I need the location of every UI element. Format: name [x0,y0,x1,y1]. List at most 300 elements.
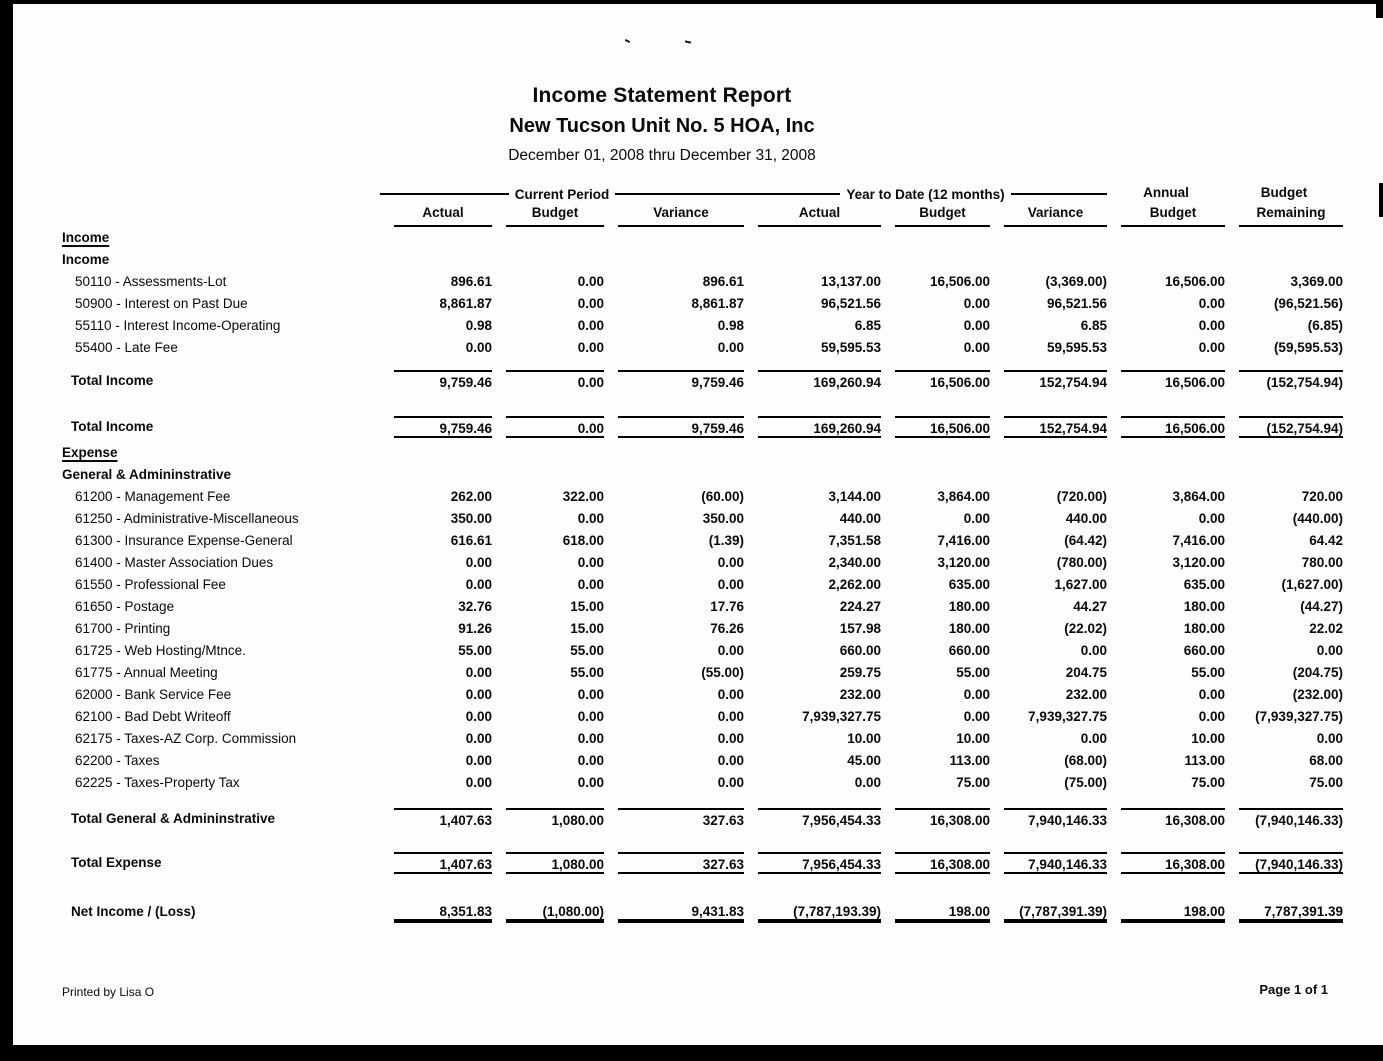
value-cell: 64.42 [1309,533,1343,548]
value-cell [895,227,990,249]
value-cell: (7,940,146.33) [1239,852,1343,874]
value-cell: (55.00) [701,665,744,680]
table-row [62,706,1343,728]
value-cell: 7,940,146.33 [1004,852,1107,874]
value-cell: 68.00 [1309,753,1343,768]
value-cell: 350.00 [702,511,744,526]
table-row [62,293,1343,315]
value-cell: 327.63 [618,852,744,874]
value-cell: 635.00 [1183,577,1225,592]
value-cell: 0.00 [963,340,990,355]
column-header-cp-actual: Actual [394,203,492,227]
row-label: 50900 - Interest on Past Due [75,296,248,311]
value-cell: 262.00 [450,489,492,504]
value-cell: 0.00 [1198,340,1225,355]
table-row [62,530,1343,552]
column-header-budget-remaining-line2: Remaining [1239,203,1343,227]
value-cell: 350.00 [450,511,492,526]
value-cell: 180.00 [948,599,990,614]
value-cell: 10.00 [956,731,990,746]
value-cell: 9,431.83 [618,901,744,923]
report-table [62,183,1343,923]
table-body [62,227,1343,923]
value-cell: 0.00 [465,709,492,724]
column-header-ytd-budget: Budget [895,203,990,227]
value-cell: 1,407.63 [394,852,492,874]
value-cell: (152,754.94) [1239,370,1343,392]
table-row [62,750,1343,772]
value-cell: 59,595.53 [1046,340,1107,355]
value-cell: 16,308.00 [895,852,990,874]
value-cell: 0.00 [963,687,990,702]
value-cell: 6.85 [854,318,881,333]
value-cell: 3,369.00 [1290,274,1343,289]
value-cell: 232.00 [1065,687,1107,702]
value-cell: 16,506.00 [895,370,990,392]
value-cell: 0.00 [1316,643,1343,658]
value-cell: 16,308.00 [895,808,990,830]
value-cell [1004,227,1107,249]
value-cell: 232.00 [839,687,881,702]
value-cell: 660.00 [1183,643,1225,658]
value-cell: 76.26 [710,621,744,636]
value-cell: 3,120.00 [1172,555,1225,570]
table-row [62,852,1343,874]
value-cell: 169,260.94 [758,416,881,438]
value-cell [895,464,990,486]
value-cell: 896.61 [450,274,492,289]
value-cell [1121,442,1225,464]
value-cell: 96,521.56 [1046,296,1107,311]
value-cell: 152,754.94 [1004,416,1107,438]
value-cell: 224.27 [839,599,881,614]
value-cell [394,464,492,486]
row-label: 61725 - Web Hosting/Mtnce. [75,643,246,658]
table-header [62,183,1343,227]
value-cell [618,464,744,486]
value-cell: 660.00 [839,643,881,658]
value-cell [1239,227,1343,249]
value-cell: 0.00 [717,731,744,746]
column-header-annual-budget-line1: Annual [1143,185,1189,200]
value-cell: 9,759.46 [394,416,492,438]
row-label: 61250 - Administrative-Miscellaneous [75,511,299,526]
row-label: 61400 - Master Association Dues [75,555,274,570]
value-cell: 8,351.83 [394,901,492,923]
report-page [13,4,1383,1045]
value-cell: 75.00 [1309,775,1343,790]
value-cell: 0.00 [854,775,881,790]
value-cell: 322.00 [562,489,604,504]
value-cell [1121,464,1225,486]
value-cell: 152,754.94 [1004,370,1107,392]
value-cell: 7,351.58 [828,533,881,548]
value-cell: 113.00 [1184,753,1225,768]
value-cell: 0.00 [465,665,492,680]
header-rule [744,193,840,195]
row-label: Total General & Admininstrative [71,811,276,826]
value-cell: 8,861.87 [439,296,492,311]
value-cell: 198.00 [895,901,990,923]
value-cell: 3,864.00 [1172,489,1225,504]
value-cell [758,227,881,249]
value-cell [618,227,744,249]
value-cell: 327.63 [618,808,744,830]
value-cell: 3,144.00 [828,489,881,504]
value-cell [394,442,492,464]
value-cell: 616.61 [450,533,492,548]
value-cell: 0.00 [1316,731,1343,746]
value-cell: 0.00 [717,709,744,724]
value-cell: 7,416.00 [1172,533,1225,548]
table-row [62,337,1343,359]
value-cell: 59,595.53 [820,340,881,355]
column-header-cp-budget: Budget [506,203,604,227]
value-cell: 0.00 [577,340,604,355]
value-cell: (232.00) [1292,687,1343,702]
table-row [62,227,1343,249]
value-cell: 259.75 [839,665,881,680]
value-cell [506,442,604,464]
value-cell [1004,249,1107,271]
table-row [62,416,1343,438]
value-cell: 0.00 [577,318,604,333]
value-cell: (96,521.56) [1273,296,1343,311]
scan-edge-artifact [1379,183,1383,217]
table-row [62,442,1343,464]
value-cell: 44.27 [1073,599,1107,614]
value-cell: (6.85) [1307,318,1343,333]
value-cell: 9,759.46 [618,370,744,392]
value-cell: 180.00 [1183,599,1225,614]
value-cell: 720.00 [1301,489,1343,504]
row-label: Income [62,252,110,267]
value-cell: 13,137.00 [820,274,881,289]
table-row [62,808,1343,830]
table-row [62,772,1343,794]
value-cell: 780.00 [1301,555,1343,570]
value-cell: 0.00 [1198,296,1225,311]
value-cell: 0.00 [717,555,744,570]
value-cell: 16,506.00 [895,416,990,438]
value-cell: 0.00 [577,577,604,592]
table-row [62,486,1343,508]
value-cell: 440.00 [839,511,881,526]
value-cell: (780.00) [1056,555,1107,570]
table-row [62,552,1343,574]
value-cell: 2,262.00 [828,577,881,592]
value-cell: 7,787,391.39 [1239,901,1343,923]
row-spacer [62,794,1343,808]
value-cell: (60.00) [701,489,744,504]
value-cell: 0.00 [577,775,604,790]
value-cell: 635.00 [948,577,990,592]
table-row [62,315,1343,337]
value-cell: 96,521.56 [820,296,881,311]
row-label: Total Expense [71,855,162,870]
value-cell: 198.00 [1121,901,1225,923]
value-cell: 75.00 [1191,775,1225,790]
value-cell: 0.00 [577,511,604,526]
row-spacer [62,392,1343,416]
date-range: December 01, 2008 thru December 31, 2008 [508,147,816,164]
table-row [62,684,1343,706]
column-header-ytd-variance: Variance [1004,203,1107,227]
row-label: 61300 - Insurance Expense-General [75,533,293,548]
page-title: Income Statement Report [532,84,792,107]
value-cell: (7,787,391.39) [1004,901,1107,923]
value-cell: 0.98 [717,318,744,333]
column-header-annual-budget-line2: Budget [1121,203,1225,227]
value-cell: (720.00) [1056,489,1107,504]
value-cell: 0.00 [963,709,990,724]
value-cell: 9,759.46 [394,370,492,392]
value-cell: 0.00 [963,296,990,311]
value-cell: (1,627.00) [1281,577,1343,592]
value-cell: 16,308.00 [1121,808,1225,830]
group-label: Year to Date (12 months) [846,186,1005,202]
table-row [62,596,1343,618]
value-cell: 204.75 [1065,665,1107,680]
value-cell: 7,956,454.33 [758,808,881,830]
table-row [62,728,1343,750]
row-label: 62000 - Bank Service Fee [75,687,232,702]
value-cell: (152,754.94) [1239,416,1343,438]
value-cell: 55.00 [1191,665,1225,680]
value-cell [394,249,492,271]
report-header [13,84,1311,165]
value-cell: 0.00 [717,687,744,702]
value-cell: 8,861.87 [691,296,744,311]
value-cell: 16,506.00 [929,274,990,289]
value-cell [758,442,881,464]
value-cell [394,227,492,249]
value-cell: 1,407.63 [394,808,492,830]
value-cell: (3,369.00) [1045,274,1107,289]
value-cell: 0.00 [506,416,604,438]
row-label: 55110 - Interest Income-Operating [75,318,281,333]
scan-speckle [685,40,691,43]
value-cell: 10.00 [1191,731,1225,746]
value-cell: (44.27) [1300,599,1343,614]
value-cell [506,464,604,486]
value-cell: (204.75) [1292,665,1343,680]
value-cell: 0.00 [1198,709,1225,724]
value-cell [1121,249,1225,271]
value-cell: 16,506.00 [1121,370,1225,392]
table-row [62,508,1343,530]
value-cell: 16,506.00 [1121,416,1225,438]
value-cell: (440.00) [1292,511,1343,526]
value-cell: 0.00 [963,511,990,526]
value-cell: 0.00 [506,370,604,392]
group-header-year-to-date [744,185,1107,203]
value-cell [618,442,744,464]
value-cell: 0.00 [577,274,604,289]
header-rule [380,193,509,195]
value-cell: 91.26 [458,621,492,636]
value-cell: 0.00 [465,555,492,570]
value-cell [506,227,604,249]
value-cell: 0.00 [577,555,604,570]
row-label: 62100 - Bad Debt Writeoff [75,709,231,724]
row-spacer [62,874,1343,901]
value-cell: 17.76 [710,599,744,614]
value-cell: 0.00 [717,775,744,790]
value-cell: 75.00 [956,775,990,790]
value-cell: 0.00 [963,318,990,333]
value-cell: 32.76 [458,599,492,614]
value-cell: (7,940,146.33) [1239,808,1343,830]
value-cell: 16,506.00 [1164,274,1225,289]
table-row [62,901,1343,923]
value-cell [758,464,881,486]
value-cell: 7,956,454.33 [758,852,881,874]
value-cell: 896.61 [702,274,744,289]
value-cell: 45.00 [847,753,881,768]
value-cell: 0.00 [465,731,492,746]
value-cell: 180.00 [948,621,990,636]
row-label: 61650 - Postage [75,599,175,614]
header-rule [615,193,744,195]
row-label: Total Income [71,373,154,388]
value-cell: 157.98 [839,621,881,636]
value-cell: (59,595.53) [1273,340,1343,355]
value-cell: 0.00 [465,577,492,592]
value-cell: (75.00) [1064,775,1107,790]
table-row [62,464,1343,486]
value-cell: 6.85 [1080,318,1107,333]
value-cell: 15.00 [570,599,604,614]
value-cell [895,442,990,464]
value-cell [1121,227,1225,249]
row-label: 62225 - Taxes-Property Tax [75,775,240,790]
value-cell: 3,120.00 [937,555,990,570]
value-cell: 113.00 [949,753,990,768]
value-cell: 0.00 [1080,643,1107,658]
row-label: 61550 - Professional Fee [75,577,226,592]
value-cell [895,249,990,271]
value-cell: (22.02) [1064,621,1107,636]
table-row [62,662,1343,684]
value-cell: 0.00 [717,753,744,768]
row-label: 61775 - Annual Meeting [75,665,218,680]
value-cell: 0.98 [465,318,492,333]
value-cell: 0.00 [465,687,492,702]
value-cell: 660.00 [948,643,990,658]
value-cell: 0.00 [465,340,492,355]
row-label: Expense [62,445,118,460]
group-header-current-period [380,185,744,203]
value-cell: 0.00 [1198,318,1225,333]
row-label: 50110 - Assessments-Lot [75,274,227,289]
company-name: New Tucson Unit No. 5 HOA, Inc [509,115,815,137]
scan-speckle [625,39,630,43]
value-cell [618,249,744,271]
value-cell [506,249,604,271]
value-cell: 0.00 [717,643,744,658]
value-cell: 180.00 [1183,621,1225,636]
value-cell [1004,464,1107,486]
value-cell: 10.00 [847,731,881,746]
value-cell: 0.00 [577,296,604,311]
value-cell [1004,442,1107,464]
row-label: 55400 - Late Fee [75,340,178,355]
table-row [62,370,1343,392]
row-label: General & Admininstrative [62,467,232,482]
value-cell: 0.00 [465,753,492,768]
header-rule [1011,193,1107,195]
value-cell: 7,416.00 [937,533,990,548]
row-spacer [62,359,1343,370]
value-cell: 15.00 [570,621,604,636]
value-cell [1239,249,1343,271]
value-cell: (7,787,193.39) [758,901,881,923]
value-cell: 55.00 [458,643,492,658]
table-row [62,618,1343,640]
row-label: 62175 - Taxes-AZ Corp. Commission [75,731,297,746]
value-cell: (1.39) [708,533,744,548]
value-cell: 2,340.00 [828,555,881,570]
row-label: 62200 - Taxes [75,753,160,768]
row-label: Total Income [71,419,154,434]
scan-corner-artifact [1376,4,1383,18]
value-cell [1239,464,1343,486]
value-cell: 0.00 [577,687,604,702]
value-cell [758,249,881,271]
row-label: 61700 - Printing [75,621,171,636]
column-header-budget-remaining-line1: Budget [1260,185,1308,200]
value-cell: 1,080.00 [506,808,604,830]
value-cell: 7,939,327.75 [802,709,881,724]
value-cell: 618.00 [562,533,604,548]
page-number: Page 1 of 1 [1259,982,1328,997]
value-cell: 0.00 [717,577,744,592]
group-label: Current Period [514,186,610,202]
value-cell: 55.00 [956,665,990,680]
value-cell [1239,442,1343,464]
value-cell: 16,308.00 [1121,852,1225,874]
value-cell: 0.00 [1198,687,1225,702]
value-cell: 0.00 [717,340,744,355]
value-cell: 7,939,327.75 [1028,709,1107,724]
value-cell: 1,080.00 [506,852,604,874]
table-row [62,640,1343,662]
value-cell: 169,260.94 [758,370,881,392]
value-cell: 9,759.46 [618,416,744,438]
value-cell: 0.00 [577,753,604,768]
value-cell: 55.00 [570,665,604,680]
value-cell: 0.00 [577,709,604,724]
value-cell: 0.00 [1080,731,1107,746]
value-cell: 3,864.00 [937,489,990,504]
column-header-ytd-actual: Actual [758,203,881,227]
row-label: 61200 - Management Fee [75,489,231,504]
value-cell: 7,940,146.33 [1004,808,1107,830]
row-spacer [62,830,1343,852]
value-cell: (1,080.00) [506,901,604,923]
value-cell: (64.42) [1064,533,1107,548]
value-cell: 0.00 [1198,511,1225,526]
printed-by-label: Printed by Lisa O [62,985,155,999]
value-cell: 0.00 [577,731,604,746]
value-cell: 22.02 [1309,621,1343,636]
row-label: Net Income / (Loss) [71,904,196,919]
value-cell: 55.00 [570,643,604,658]
column-header-cp-variance: Variance [618,203,744,227]
value-cell: 0.00 [465,775,492,790]
table-row [62,574,1343,596]
